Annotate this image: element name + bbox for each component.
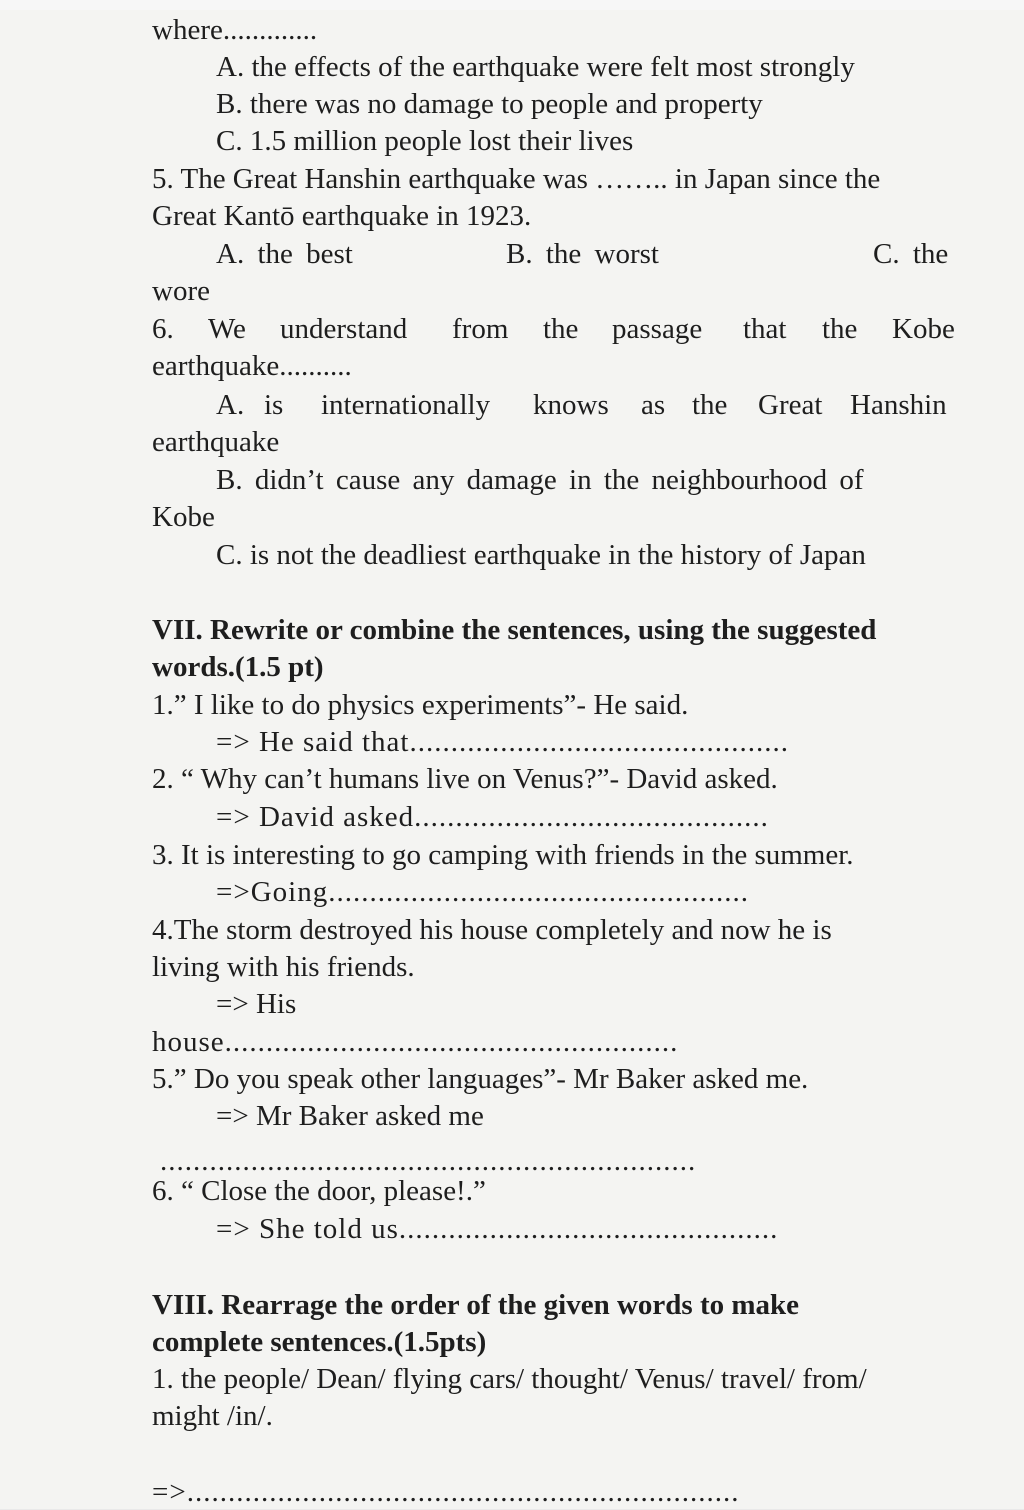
top-edge [0,0,1024,10]
q6-stem-word: 6. [152,313,174,345]
s7-answer-4[interactable]: house....................................................... [152,1026,679,1058]
q6-option-a-cont: earthquake [152,426,280,458]
s7-answer-1[interactable]: => He said that.............................................. [216,726,789,758]
s8-answer-1[interactable]: =>................................................................... [152,1476,740,1508]
s8-item-1: 1. the people/ Dean/ flying cars/ thought/ Venus/ travel/ from/ [152,1363,867,1395]
q6-stem-word: that [743,313,787,345]
q6-stem-word: passage [612,313,703,345]
q6-option-a-word: as [641,389,666,421]
q6-option-a-word: Great [758,389,823,421]
s7-item-3: 3. It is interesting to go camping with friends in the summer. [152,839,854,871]
q6-option-b-cont: Kobe [152,501,215,533]
s7-item-2: 2. “ Why can’t humans live on Venus?”- David asked. [152,763,778,795]
q6-option-c: C. is not the deadliest earthquake in the history of Japan [216,539,866,571]
q5-stem-line1: 5. The Great Hanshin earthquake was …….. in Japan since the [152,163,881,195]
q5-option-b: B. the worst [506,238,659,270]
q6-option-a-word: internationally [321,389,491,421]
s7-answer-5-prefix: => Mr Baker asked me [216,1100,484,1132]
q6-stem-word: from [452,313,509,345]
s7-answer-6[interactable]: => She told us.............................................. [216,1213,779,1245]
q6-stem-word: the [822,313,858,345]
q4-option-c: C. 1.5 million people lost their lives [216,125,634,157]
s7-item-4: 4.The storm destroyed his house completely and now he is [152,914,832,946]
s7-item-1: 1.” I like to do physics experiments”- He said. [152,689,689,721]
q6-option-a-word: knows [533,389,609,421]
q6-option-a-word: Hanshin [850,389,947,421]
q5-stem-line2: Great Kantō earthquake in 1923. [152,200,532,232]
q4-stem: where............. [152,14,318,46]
s8-item-1-cont: might /in/. [152,1400,273,1432]
section-7-heading: VII. Rewrite or combine the sentences, using the suggested [152,614,877,646]
q5-option-c-cont: wore [152,275,210,307]
s7-item-5: 5.” Do you speak other languages”- Mr Baker asked me. [152,1063,809,1095]
s7-item-6: 6. “ Close the door, please!.” [152,1175,486,1207]
s7-answer-3[interactable]: =>Going................................................... [216,876,749,908]
section-7-heading-cont: words.(1.5 pt) [152,651,324,683]
q5-option-a: A. the best [216,238,353,270]
q4-option-b: B. there was no damage to people and property [216,88,763,120]
s7-answer-4-prefix: => His [216,988,297,1020]
s7-item-4-cont: living with his friends. [152,951,415,983]
q6-option-a-word: A. [216,389,245,421]
q6-stem-word: understand [280,313,408,345]
q6-option-b: B. didn’t cause any damage in the neighbourhood of [216,464,864,496]
q6-stem-word: Kobe [892,313,955,345]
s7-answer-2[interactable]: => David asked........................................... [216,801,769,833]
q6-option-a-word: the [692,389,728,421]
q6-stem-word: the [543,313,579,345]
q6-stem-word: We [208,313,246,345]
section-8-heading-cont: complete sentences.(1.5pts) [152,1326,487,1358]
q6-option-a-word: is [264,389,284,421]
s7-answer-5[interactable]: ................................................................. [160,1145,697,1177]
q6-stem-line2: earthquake.......... [152,350,352,382]
q4-option-a: A. the effects of the earthquake were felt most strongly [216,51,855,83]
q5-option-c: C. the [873,238,949,270]
section-8-heading: VIII. Rearrage the order of the given words to make [152,1289,800,1321]
